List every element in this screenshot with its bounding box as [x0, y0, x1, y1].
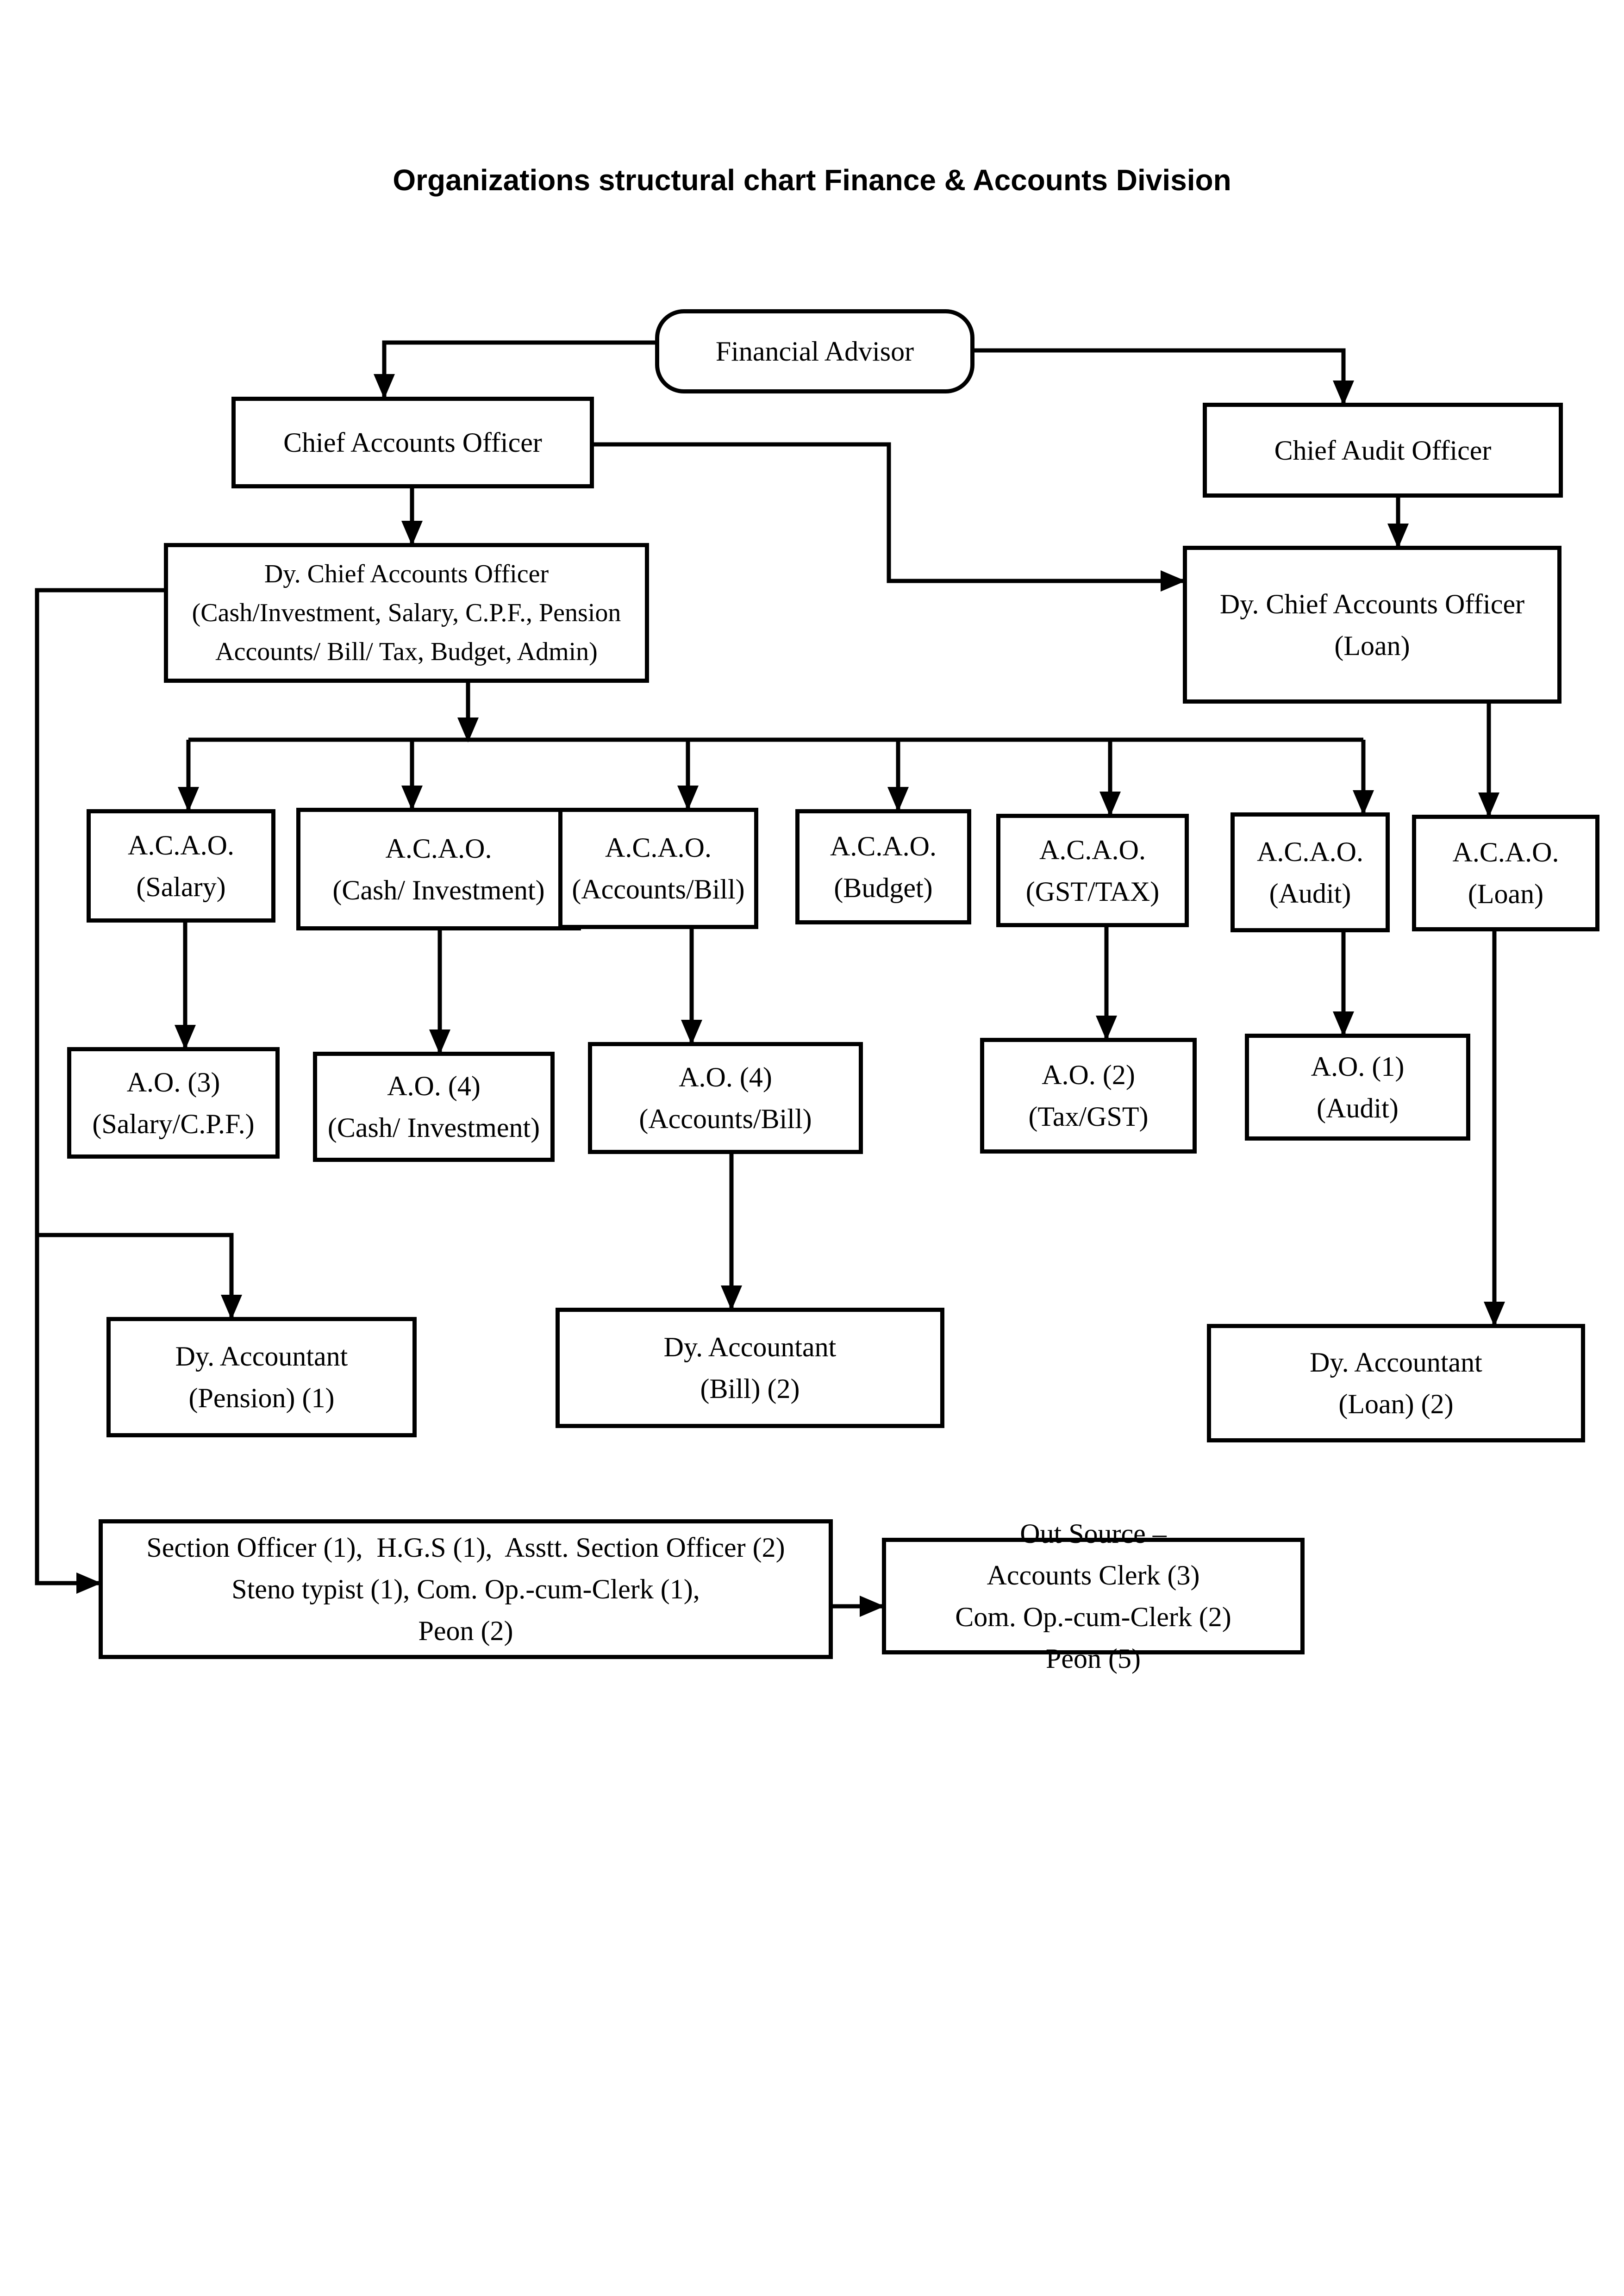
node-financial-advisor: Financial Advisor — [655, 309, 974, 393]
node-dy-accountant-loan: Dy. Accountant (Loan) (2) — [1207, 1324, 1585, 1442]
node-acao-loan: A.C.A.O. (Loan) — [1412, 815, 1599, 931]
page-title: Organizations structural chart Finance & Accounts Division — [393, 163, 1231, 197]
node-chief-audit-officer: Chief Audit Officer — [1203, 403, 1563, 498]
node-acao-budget: A.C.A.O. (Budget) — [795, 809, 971, 924]
node-acao-gst-tax: A.C.A.O. (GST/TAX) — [996, 814, 1189, 927]
node-ao-accounts-bill: A.O. (4) (Accounts/Bill) — [588, 1042, 863, 1154]
node-acao-accounts-bill: A.C.A.O. (Accounts/Bill) — [558, 808, 758, 929]
node-acao-salary: A.C.A.O. (Salary) — [87, 809, 275, 923]
connector-fa-to-cao — [384, 343, 655, 397]
connector-rail-to-pension — [37, 1235, 231, 1318]
node-ao-audit: A.O. (1) (Audit) — [1245, 1034, 1470, 1141]
node-chief-accounts-officer: Chief Accounts Officer — [231, 397, 594, 488]
node-dy-chief-accounts-officer-main: Dy. Chief Accounts Officer (Cash/Investment, Salary, C.P.F., Pension Accounts/ Bill/ Tax, Budget, Admin) — [164, 543, 649, 683]
node-ao-cash-investment: A.O. (4) (Cash/ Investment) — [313, 1052, 555, 1162]
node-acao-cash-investment: A.C.A.O. (Cash/ Investment) — [296, 808, 581, 930]
node-ao-tax-gst: A.O. (2) (Tax/GST) — [980, 1038, 1197, 1154]
node-section-staff: Section Officer (1), H.G.S (1), Asstt. Section Officer (2) Steno typist (1), Com. Op.-cum-Clerk (1), Peon (2) — [99, 1519, 833, 1659]
node-ao-salary-cpf: A.O. (3) (Salary/C.P.F.) — [67, 1047, 280, 1159]
connector-cao-to-dycao-loan — [594, 444, 1184, 581]
node-dy-accountant-pension: Dy. Accountant (Pension) (1) — [106, 1317, 417, 1437]
node-acao-audit: A.C.A.O. (Audit) — [1230, 812, 1390, 932]
node-dy-chief-accounts-officer-loan: Dy. Chief Accounts Officer (Loan) — [1183, 546, 1562, 704]
connector-fa-to-chief-audit — [974, 350, 1343, 404]
node-dy-accountant-bill: Dy. Accountant (Bill) (2) — [556, 1308, 944, 1428]
node-out-source: Out Source – Accounts Clerk (3) Com. Op.-cum-Clerk (2) Peon (5) — [882, 1538, 1305, 1654]
